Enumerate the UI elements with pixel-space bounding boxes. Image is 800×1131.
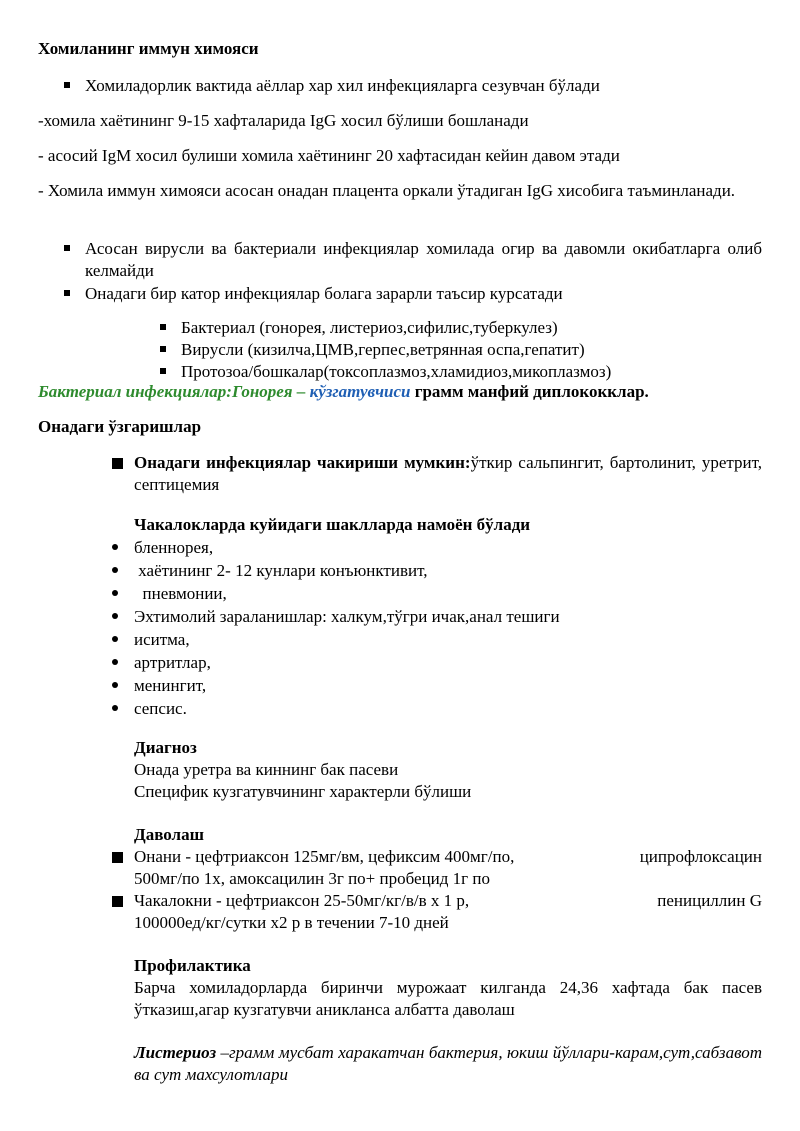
list-item <box>112 652 211 674</box>
sub-bullet-item <box>160 361 611 383</box>
square-bullet-icon <box>112 458 123 469</box>
round-bullet-icon <box>112 544 118 550</box>
treatment-text: пенициллин G <box>657 891 762 910</box>
treatment-text: 100000ед/кг/сутки х2 р в течении 7-10 дней <box>134 913 449 932</box>
round-bullet-icon <box>112 659 118 665</box>
prevention-heading: Профилактика <box>134 956 251 975</box>
bullet-item <box>64 283 563 305</box>
normal-text: ўткир сальпингит, бартолинит, уретрит, септицемия <box>134 453 762 494</box>
page-title: Хомиланинг иммун химояси <box>38 39 259 58</box>
list-item <box>112 606 560 628</box>
bullet-text: Асосан вирусли ва бактериали инфекциялар хомилада огир ва давомли окибатларга олиб келмайди <box>85 239 762 280</box>
sub-bullet-item <box>160 317 558 339</box>
round-bullet-icon <box>112 636 118 642</box>
paragraph: - Хомила иммун химояси асосан онадан плацента оркали ўтадиган IgG хисобига таъминланади. <box>38 181 736 200</box>
sub-bullet-item <box>160 339 585 361</box>
pathogen-description: грамм манфий диплококклар. <box>410 382 649 401</box>
list-item <box>112 537 213 559</box>
bullet-text: Онадаги бир катор инфекциялар болага зарарли таъсир курсатади <box>85 284 563 303</box>
bullet-text: Вирусли (кизилча,ЦМВ,герпес,ветрянная оспа,гепатит) <box>181 340 585 359</box>
square-bullet-icon <box>160 324 166 330</box>
bullet-item <box>64 238 762 282</box>
listeriosis-heading: Листериоз <box>134 1043 217 1062</box>
diagnosis-line: Онада уретра ва киннинг бак пасеви <box>134 760 399 779</box>
square-bullet-icon <box>160 368 166 374</box>
bold-lead: Онадаги инфекциялар чакириши мумкин: <box>134 453 471 472</box>
round-bullet-icon <box>112 613 118 619</box>
bullet-text <box>134 452 762 496</box>
diagnosis-line: Специфик кузгатувчининг характерли бўлиши <box>134 782 472 801</box>
treatment-text: Онани - цефтриаксон 125мг/вм, цефиксим 400мг/по, <box>134 847 515 866</box>
square-bullet-icon <box>112 896 123 907</box>
listeriosis-text: –грамм мусбат харакатчан бактерия, юкиш йўллари-карам,сут,сабзавот ва сут махсулотлари <box>134 1043 762 1084</box>
subsection-heading: Чакалокларда куйидаги шаклларда намоён бўлади <box>134 515 531 534</box>
gonorrhea-heading: Бактериал инфекциялар:Гонорея – <box>38 382 310 401</box>
list-item-text: бленнорея, <box>134 538 214 557</box>
list-item-text: артритлар, <box>134 653 211 672</box>
bullet-text: Бактериал (гонорея, листериоз,сифилис,туберкулез) <box>181 318 558 337</box>
square-bullet-icon <box>64 82 70 88</box>
gonorrhea-line <box>38 381 649 403</box>
square-bullet-icon <box>112 852 123 863</box>
treatment-heading: Даволаш <box>134 825 204 844</box>
list-item <box>112 698 187 720</box>
prevention-text: Барча хомиладорларда биринчи мурожаат килганда 24,36 хафтада бак пасев ўтказиш,агар кузгатувчи аникланса албатта даволаш <box>134 978 762 1019</box>
text-line: - асосий IgM хосил булиши хомила хаётининг 20 хафтасидан кейин давом этади <box>38 146 620 165</box>
treatment-text: 500мг/по 1х, амоксацилин 3г по+ пробецид 1г по <box>134 869 491 888</box>
list-item-text: Эхтимолий зараланишлар: халкум,тўгри ичак,анал тешиги <box>134 607 560 626</box>
list-item <box>112 675 206 697</box>
bullet-item <box>64 75 600 97</box>
list-item-text: менингит, <box>134 676 207 695</box>
list-item <box>112 560 427 582</box>
bullet-item <box>112 452 762 496</box>
listeriosis-paragraph <box>134 1042 762 1086</box>
pathogen-label: кўзгатувчиси <box>309 382 411 401</box>
diagnosis-heading: Диагноз <box>134 738 197 757</box>
round-bullet-icon <box>112 682 118 688</box>
list-item-text: иситма, <box>134 630 190 649</box>
square-bullet-icon <box>64 290 70 296</box>
square-bullet-icon <box>64 245 70 251</box>
square-bullet-icon <box>160 346 166 352</box>
list-item-text: сепсис. <box>134 699 187 718</box>
treatment-text: Чакалокни - цефтриаксон 25-50мг/кг/в/в х 1 р, <box>134 891 470 910</box>
round-bullet-icon <box>112 590 118 596</box>
list-item <box>112 629 190 651</box>
section-heading: Онадаги ўзгаришлар <box>38 417 202 436</box>
round-bullet-icon <box>112 567 118 573</box>
treatment-text: ципрофлоксацин <box>639 847 762 866</box>
bullet-text: Хомиладорлик вактида аёллар хар хил инфекцияларга сезувчан бўлади <box>85 76 600 95</box>
text-line: -хомила хаётининг 9-15 хафталарида IgG хосил бўлиши бошланади <box>38 111 529 130</box>
bullet-text: Протозоа/бошкалар(токсоплазмоз,хламидиоз,микоплазмоз) <box>181 362 612 381</box>
list-item-text: пневмонии, <box>134 584 227 603</box>
list-item-text: хаётининг 2- 12 кунлари конъюнктивит, <box>134 561 428 580</box>
round-bullet-icon <box>112 705 118 711</box>
list-item <box>112 583 227 605</box>
